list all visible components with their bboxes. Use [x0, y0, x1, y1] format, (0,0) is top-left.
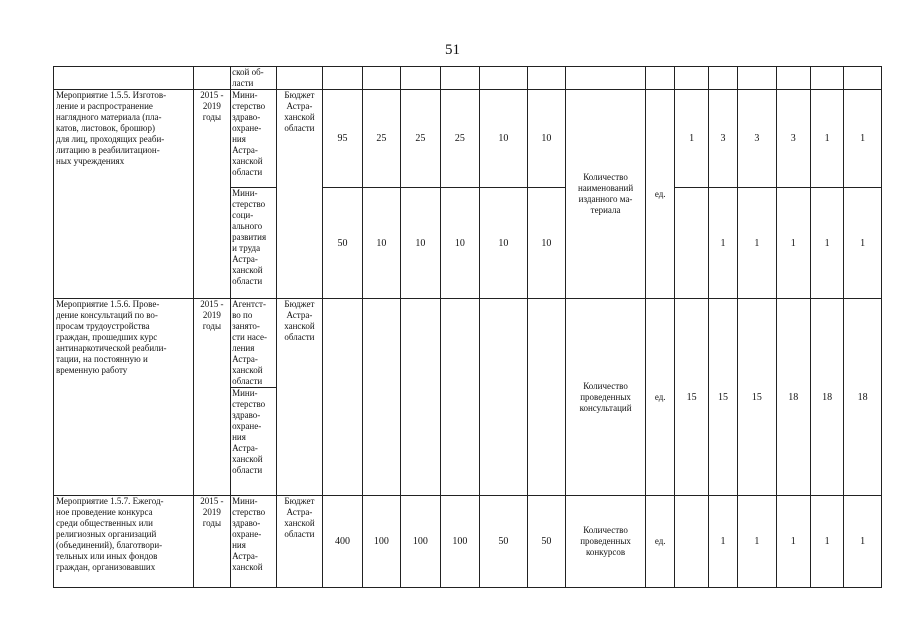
executor-cell: ской об- ласти — [231, 67, 277, 90]
target-value: 3 — [708, 90, 737, 188]
cost-year: 50 — [480, 496, 528, 588]
table-row — [54, 67, 882, 90]
target-value: 18 — [844, 299, 882, 496]
target-value: 18 — [776, 299, 810, 496]
target-value: 1 — [844, 496, 882, 588]
funding-source-cell: Бюджет Астра- ханской области — [276, 299, 323, 496]
measure-cell — [54, 67, 194, 90]
target-value: 1 — [675, 90, 708, 188]
cost-year: 10 — [527, 188, 565, 299]
cost-total: 400 — [323, 496, 362, 588]
target-value — [675, 188, 708, 299]
executor-cell: Агентст- во по занято- сти насе- ления Астра- ханской области Мини- стерство здраво- охране- ния Астра- ханской области — [231, 299, 277, 496]
measure-cell: Мероприятие 1.5.5. Изготов- ление и распространение наглядного материала (пла- катов, листовок, брошюр) для лиц, проходящих реаби- литацию в реабилитацион- ных учреждениях — [54, 90, 194, 299]
unit-cell: ед. — [646, 90, 675, 299]
unit-cell: ед. — [646, 299, 675, 496]
target-value: 1 — [776, 496, 810, 588]
target-value: 3 — [776, 90, 810, 188]
funding-source-cell: Бюджет Астра- ханской области — [276, 496, 323, 588]
table-row — [54, 496, 882, 588]
target-value: 15 — [675, 299, 708, 496]
target-value: 1 — [810, 188, 843, 299]
page-number: 51 — [445, 42, 460, 58]
cost-year: 10 — [480, 188, 528, 299]
cost-year: 10 — [440, 188, 479, 299]
target-value: 1 — [738, 496, 776, 588]
years-cell — [193, 67, 230, 90]
cost-year: 25 — [440, 90, 479, 188]
target-value: 1 — [810, 90, 843, 188]
years-cell: 2015 - 2019 годы — [193, 90, 230, 299]
target-value: 1 — [708, 496, 737, 588]
cost-year: 10 — [480, 90, 528, 188]
indicator-cell: Количество проведенных конкурсов — [566, 496, 646, 588]
executor-cell: Мини- стерство здраво- охране- ния Астра- ханской — [231, 496, 277, 588]
measure-cell: Мероприятие 1.5.6. Прове- дение консультаций по во- просам трудоустройства граждан, прошедших курс антинаркотической реабили- тации, на постоянную и временную работу — [54, 299, 194, 496]
target-value: 1 — [738, 188, 776, 299]
cost-total: 95 — [323, 90, 362, 188]
target-value: 1 — [810, 496, 843, 588]
measure-cell: Мероприятие 1.5.7. Ежегод- ное проведение конкурса среди общественных или религиозных организаций (объединений), благотвори- тельных или иных фондов граждан, организовавших — [54, 496, 194, 588]
cost-year: 10 — [527, 90, 565, 188]
indicator-cell: Количество наименований изданного ма- териала — [566, 90, 646, 299]
cost-year: 100 — [362, 496, 400, 588]
table-row — [54, 90, 882, 188]
cost-year: 100 — [440, 496, 479, 588]
cost-year: 25 — [362, 90, 400, 188]
target-value: 15 — [708, 299, 737, 496]
cost-year: 100 — [401, 496, 440, 588]
program-table — [53, 66, 882, 588]
target-value: 1 — [776, 188, 810, 299]
funding-source-cell: Бюджет Астра- ханской области — [276, 90, 323, 299]
cost-total: 50 — [323, 188, 362, 299]
table-row — [54, 299, 882, 496]
target-value: 1 — [844, 90, 882, 188]
target-value: 18 — [810, 299, 843, 496]
target-value: 1 — [844, 188, 882, 299]
cost-year: 50 — [527, 496, 565, 588]
cost-year: 25 — [401, 90, 440, 188]
cost-year: 10 — [362, 188, 400, 299]
target-value: 1 — [708, 188, 737, 299]
executor-cell: Мини- стерство соци- ального развития и труда Астра- ханской области — [231, 188, 277, 299]
target-value — [675, 496, 708, 588]
years-cell: 2015 - 2019 годы — [193, 299, 230, 496]
indicator-cell: Количество проведенных консультаций — [566, 299, 646, 496]
cost-year: 10 — [401, 188, 440, 299]
years-cell: 2015 - 2019 годы — [193, 496, 230, 588]
target-value: 15 — [738, 299, 776, 496]
unit-cell: ед. — [646, 496, 675, 588]
target-value: 3 — [738, 90, 776, 188]
executor-cell: Мини- стерство здраво- охране- ния Астра- ханской области — [231, 90, 277, 188]
